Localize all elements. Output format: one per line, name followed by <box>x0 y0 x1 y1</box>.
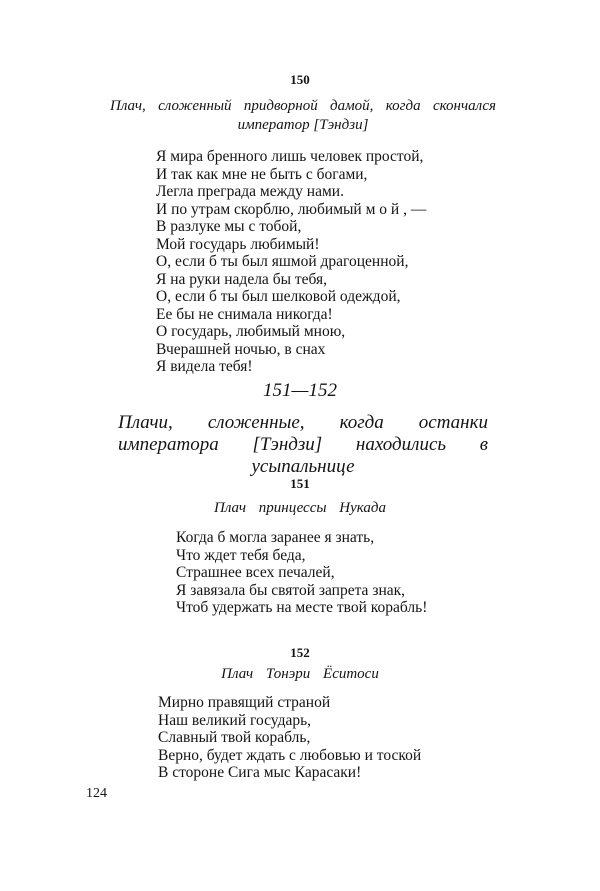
poem-line: О, если б ты был яшмой драгоценной, <box>156 253 409 270</box>
poem-line: Мой государь любимый! <box>156 235 320 253</box>
poem-151-text <box>176 529 427 617</box>
poem-151-number: 151 <box>290 476 310 491</box>
page-number: 124 <box>86 786 107 801</box>
poem-line: О государь, любимый мною, <box>156 323 346 340</box>
poem-150-number: 150 <box>290 72 310 87</box>
poem-152-text <box>158 694 421 782</box>
poem-line: Славный твой корабль, <box>158 729 311 746</box>
poem-line: Верно, будет ждать с любовью и тоской <box>158 746 422 764</box>
poem-line: Что ждет тебя беда, <box>176 546 306 564</box>
poem-150-text <box>156 148 426 376</box>
poem-line: О, если б ты был шелковой одеждой, <box>156 288 401 305</box>
poem-line: Наш великий государь, <box>158 711 312 729</box>
poem-line: Когда б могла заранее я знать, <box>176 529 375 546</box>
poem-line: Я мира бренного лишь человек простой, <box>156 148 424 165</box>
poem-line: Вчерашней ночью, в снах <box>156 340 326 358</box>
poem-150-title: Плач, сложенный придворной дамой, когда скончался император [Тэндзи] <box>110 98 496 133</box>
poem-line: И по утрам скорблю, любимый м о й , — <box>156 200 427 218</box>
poem-line: Мирно правящий страной <box>158 694 331 711</box>
poem-152-subtitle: Плач Тонэри Ёситоси <box>221 666 379 682</box>
poem-line: Я видела тебя! <box>156 358 253 375</box>
poem-line: В стороне Сига мыс Карасаки! <box>158 764 362 781</box>
poem-line: В разлуке мы с тобой, <box>156 218 302 235</box>
poem-line: Ее бы не снимала никогда! <box>156 305 333 323</box>
poem-line: Я на руки надела бы тебя, <box>156 270 328 288</box>
poem-152-number: 152 <box>290 645 310 660</box>
poem-151-subtitle: Плач принцессы Нукада <box>214 500 386 516</box>
poem-line: Я завязала бы святой запрета знак, <box>176 581 406 599</box>
poem-line: И так как мне не быть с богами, <box>156 165 368 183</box>
group-151-152-number: 151—152 <box>263 380 337 401</box>
poem-line: Легла преграда между нами. <box>156 183 344 200</box>
poem-line: Чтоб удержать на месте твой корабль! <box>176 599 428 616</box>
poem-line: Страшнее всех печалей, <box>176 564 335 581</box>
group-151-152-title: Плачи, сложенные, когда останки императора [Тэндзи] находились в усыпальнице <box>118 412 488 477</box>
